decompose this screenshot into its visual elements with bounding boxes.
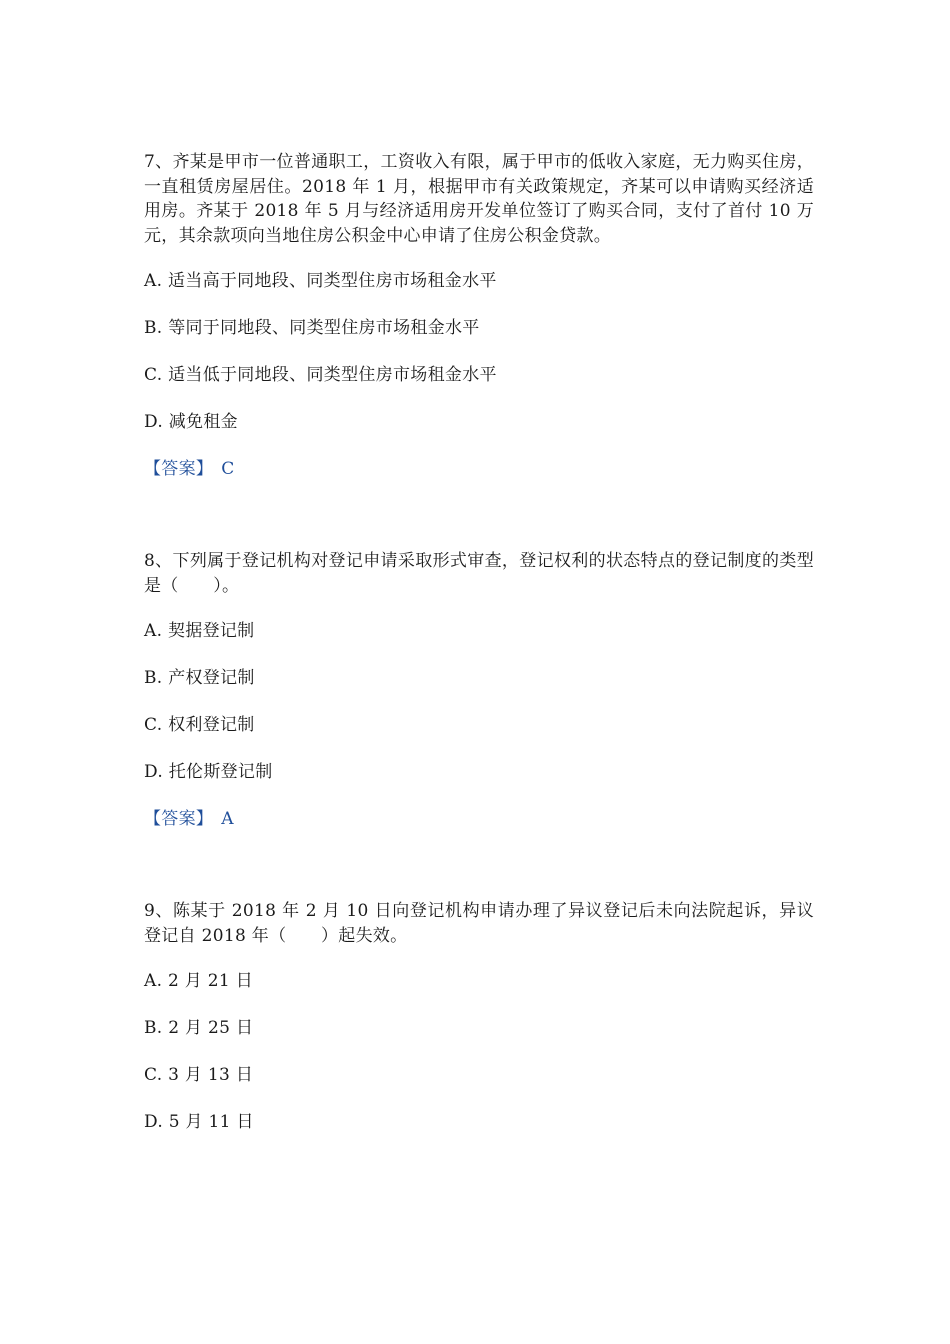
option-a: A. 适当高于同地段、同类型住房市场租金水平: [144, 271, 497, 291]
question-7: [144, 150, 814, 481]
answer-line: [144, 807, 814, 831]
option-d: D. 托伦斯登记制: [144, 762, 273, 782]
question-9: [144, 899, 814, 1134]
question-stem: 9、陈某于 2018 年 2 月 10 日向登记机构申请办理了异议登记后未向法院起诉，异议登记自 2018 年（ ）起失效。: [144, 901, 814, 946]
answer-value: C: [221, 459, 235, 479]
option-d: D. 减免租金: [144, 412, 238, 432]
option-b: B. 等同于同地段、同类型住房市场租金水平: [144, 318, 480, 338]
answer-line: [144, 457, 814, 481]
option-a: A. 2 月 21 日: [144, 971, 254, 991]
question-stem: 8、下列属于登记机构对登记申请采取形式审查，登记权利的状态特点的登记制度的类型是（ ）。: [144, 551, 814, 596]
answer-label: 【答案】: [144, 459, 214, 479]
option-c: C. 适当低于同地段、同类型住房市场租金水平: [144, 365, 497, 385]
option-d: D. 5 月 11 日: [144, 1112, 254, 1132]
answer-value: A: [221, 809, 234, 829]
document-page: [144, 150, 814, 1157]
answer-label: 【答案】: [144, 809, 214, 829]
option-a: A. 契据登记制: [144, 621, 255, 641]
question-stem: 7、齐某是甲市一位普通职工，工资收入有限，属于甲市的低收入家庭，无力购买住房，一直租赁房屋居住。2018 年 1 月，根据甲市有关政策规定，齐某可以申请购买经济适用房。齐某于 2018 年 5 月与经济适用房开发单位签订了购买合同，支付了首付 10 万元，其余款项向当地住房公积金中心申请了住房公积金贷款。: [144, 152, 814, 246]
option-b: B. 2 月 25 日: [144, 1018, 254, 1038]
question-8: [144, 549, 814, 831]
option-c: C. 权利登记制: [144, 715, 255, 735]
option-c: C. 3 月 13 日: [144, 1065, 254, 1085]
option-b: B. 产权登记制: [144, 668, 255, 688]
